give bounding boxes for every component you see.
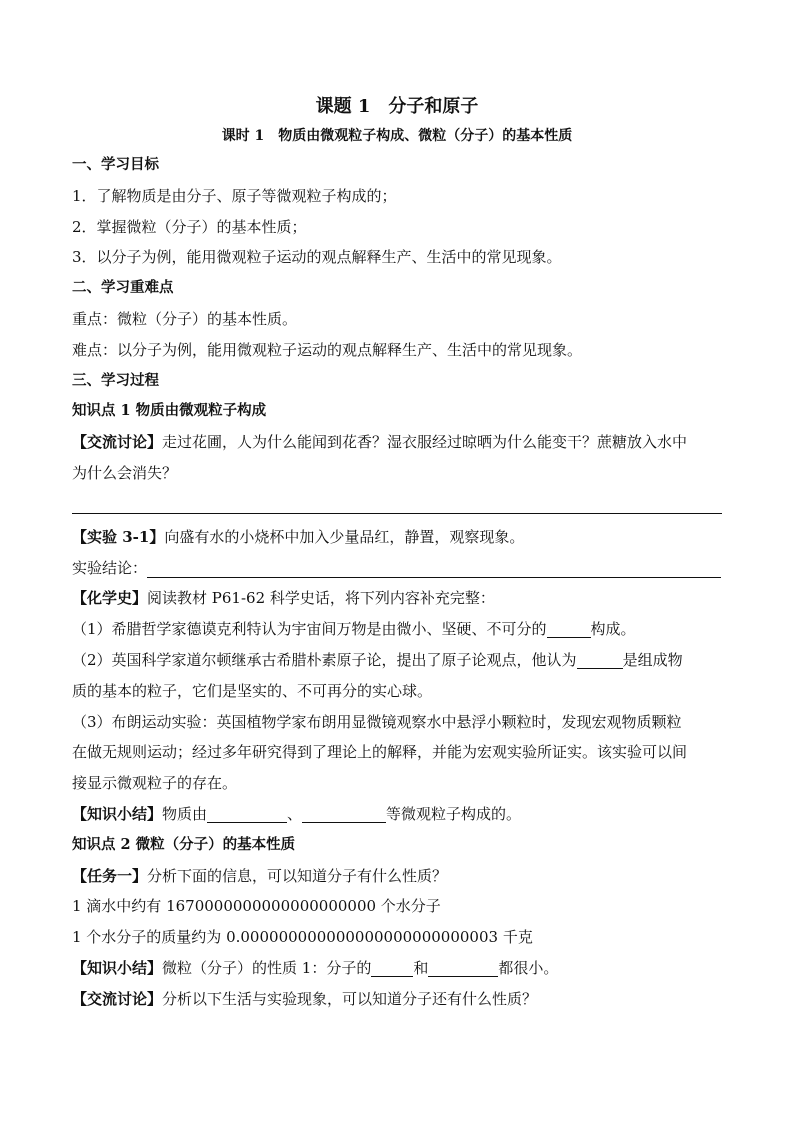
history-item-1 (72, 614, 722, 645)
task-one (72, 861, 722, 892)
history-item-3-line-2: 在做无规则运动；经过多年研究得到了理论上的解释，并能为宏观实验所证实。该实验可以间 (72, 743, 688, 762)
section-heading-process: 三、学习过程 (72, 371, 159, 389)
worksheet-page (72, 92, 722, 1015)
history-item-2 (72, 645, 722, 676)
lesson-title: 课题 1 分子和原子 (315, 96, 479, 117)
history-1-post: 构成。 (590, 620, 636, 639)
summary-pre: 微粒（分子）的性质 1：分子的 (162, 958, 372, 977)
fact-water-molecule-mass: 1 个水分子的质量约为 0.000000000000000000000000003 千克 (72, 928, 533, 947)
history-item-2-cont: 质的基本的粒子，它们是坚实的、不可再分的实心球。 (72, 681, 433, 700)
discussion-tag: 【交流讨论】 (72, 433, 163, 452)
summary-blank-2[interactable] (428, 958, 498, 977)
chem-history (72, 583, 722, 614)
answer-line[interactable] (72, 489, 722, 514)
kp2-summary (72, 953, 722, 984)
history-1-blank[interactable] (547, 619, 591, 638)
kp1-heading: 知识点 1 物质由微观粒子构成 (72, 402, 267, 420)
kp2-discussion (72, 984, 722, 1015)
conclusion-label: 实验结论： (72, 558, 148, 577)
goal-item-1: 1．了解物质是由分子、原子等微观粒子构成的； (72, 186, 397, 205)
fact-water-molecule-count: 1 滴水中约有 1670000000000000000000 个水分子 (72, 897, 441, 916)
key-point: 重点：微粒（分子）的基本性质。 (72, 309, 298, 328)
summary-tag: 【知识小结】 (72, 804, 163, 823)
experiment-tag: 【实验 3-1】 (72, 527, 165, 546)
kp1-summary (72, 799, 722, 830)
summary-mid: 和 (413, 958, 429, 977)
experiment-text: 向盛有水的小烧杯中加入少量品红，静置，观察现象。 (164, 527, 525, 546)
kp1-discussion-cont: 为什么会消失？ (72, 463, 178, 482)
summary-blank-2[interactable] (302, 804, 386, 823)
summary-post: 都很小。 (498, 958, 559, 977)
summary-blank-1[interactable] (207, 804, 287, 823)
summary-tag: 【知识小结】 (72, 958, 163, 977)
task-text: 分析下面的信息，可以知道分子有什么性质？ (147, 866, 448, 885)
summary-post: 等微观粒子构成的。 (386, 804, 522, 823)
section-heading-key-points: 二、学习重难点 (72, 279, 174, 297)
lesson-subtitle: 课时 1 物质由微观粒子构成、微粒（分子）的基本性质 (221, 128, 573, 144)
kp2-heading: 知识点 2 微粒（分子）的基本性质 (72, 835, 296, 853)
discussion-tag: 【交流讨论】 (72, 989, 163, 1008)
goal-item-2: 2．掌握微粒（分子）的基本性质； (72, 217, 307, 236)
goal-item-3: 3．以分子为例，能用微观粒子运动的观点解释生产、生活中的常见现象。 (72, 248, 562, 267)
history-tag: 【化学史】 (72, 589, 148, 608)
difficult-point: 难点：以分子为例，能用微观粒子运动的观点解释生产、生活中的常见现象。 (72, 340, 583, 359)
history-2-blank[interactable] (577, 650, 623, 669)
history-item-3-line-3: 接显示微观粒子的存在。 (72, 774, 238, 793)
section-heading-goals: 一、学习目标 (72, 156, 159, 173)
history-2-post: 是组成物 (622, 650, 683, 669)
experiment-3-1 (72, 522, 722, 553)
history-1-pre: （1）希腊哲学家德谟克利特认为宇宙间万物是由微小、坚硬、不可分的 (72, 620, 547, 639)
experiment-conclusion (72, 553, 722, 584)
conclusion-blank[interactable] (147, 557, 721, 578)
task-tag: 【任务一】 (72, 866, 148, 885)
discussion-text-1: 走过花圃，人为什么能闻到花香？湿衣服经过晾晒为什么能变干？蔗糖放入水中 (162, 433, 688, 452)
summary-blank-1[interactable] (371, 958, 413, 977)
history-item-3-line-1: （3）布朗运动实验：英国植物学家布朗用显微镜观察水中悬浮小颗粒时，发现宏观物质颗粒 (72, 712, 682, 731)
kp1-discussion (72, 427, 722, 458)
history-2-pre: （2）英国科学家道尔顿继承古希腊朴素原子论，提出了原子论观点，他认为 (72, 650, 577, 669)
summary-sep: 、 (287, 804, 303, 823)
discussion-text: 分析以下生活与实验现象，可以知道分子还有什么性质？ (162, 989, 538, 1008)
history-text: 阅读教材 P61-62 科学史话，将下列内容补充完整： (147, 589, 495, 608)
summary-pre: 物质由 (162, 804, 208, 823)
